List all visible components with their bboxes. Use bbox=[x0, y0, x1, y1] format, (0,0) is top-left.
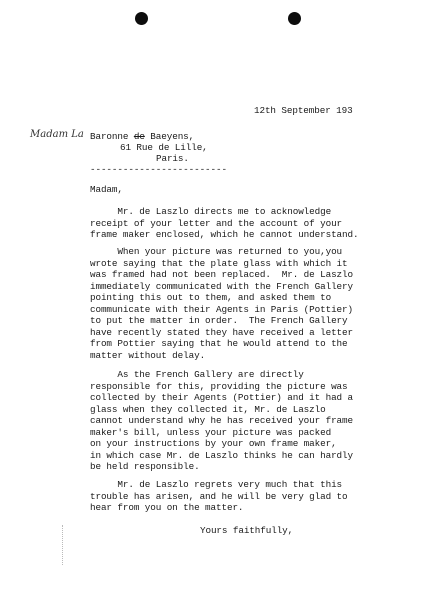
recipient-surname: Baeyens, bbox=[150, 131, 195, 142]
paragraph-line: from Pottier saying that he would attend to the bbox=[90, 338, 348, 349]
punch-hole-left bbox=[135, 12, 148, 25]
paragraph-line: pointing this out to them, and asked them to bbox=[90, 292, 332, 303]
punch-hole-right bbox=[288, 12, 301, 25]
salutation: Madam, bbox=[90, 184, 123, 195]
paragraph-1 bbox=[90, 206, 358, 241]
paragraph-line: matter without delay. bbox=[90, 349, 206, 361]
paragraph-line: Mr. de Laszlo regrets very much that this bbox=[90, 479, 343, 490]
paragraph-line: responsible for this, providing the picture was bbox=[90, 380, 348, 392]
paragraph-line: communicate with their Agents in Paris (Pottier) bbox=[90, 303, 353, 315]
paragraph-line: immediately communicated with the French Gallery bbox=[90, 280, 353, 292]
paragraph-line: collected by their Agents (Pottier) and it had a bbox=[90, 392, 353, 403]
paragraph-line: receipt of your letter and the account of your bbox=[90, 217, 343, 229]
handwritten-margin-note: Madam La bbox=[30, 129, 84, 140]
paragraph-line: maker's bill, unless your picture was packed bbox=[90, 426, 332, 438]
closing: Yours faithfully, bbox=[200, 525, 294, 536]
paragraph-4 bbox=[90, 479, 348, 514]
recipient-title: Baronne bbox=[90, 131, 129, 142]
struck-word: de bbox=[133, 131, 145, 142]
paragraph-line: frame maker enclosed, which he cannot understand. bbox=[90, 229, 359, 240]
paragraph-line: When your picture was returned to you,you bbox=[90, 246, 343, 257]
letter-date: 12th September 193 bbox=[254, 105, 353, 116]
paragraph-line: glass when they collected it, Mr. de Laszlo bbox=[90, 403, 326, 415]
recipient-line-3: Paris. bbox=[156, 153, 189, 164]
paragraph-line: cannot understand why he has received your frame bbox=[90, 415, 353, 426]
paragraph-line: be held responsible. bbox=[90, 461, 200, 472]
recipient-line-1 bbox=[90, 131, 194, 143]
recipient-line-2: 61 Rue de Lille, bbox=[120, 142, 208, 153]
faint-margin-mark bbox=[62, 525, 71, 565]
paragraph-line: trouble has arisen, and he will be very glad to bbox=[90, 490, 348, 502]
paragraph-line: hear from you on the matter. bbox=[90, 502, 244, 513]
paragraph-line: was framed had not been replaced. Mr. de Laszlo bbox=[90, 269, 353, 280]
paragraph-line: on your instructions by your own frame maker, bbox=[90, 438, 337, 449]
address-rule: ------------------------- bbox=[90, 164, 227, 175]
paragraph-line: As the French Gallery are directly bbox=[90, 369, 304, 380]
paragraph-line: Mr. de Laszlo directs me to acknowledge bbox=[90, 206, 332, 217]
paragraph-line: in which case Mr. de Laszlo thinks he can hardly bbox=[90, 449, 353, 461]
paragraph-line: have recently stated they have received a letter bbox=[90, 326, 353, 338]
paragraph-3 bbox=[90, 369, 353, 473]
paragraph-line: to put the matter in order. The French Gallery bbox=[90, 315, 348, 326]
paragraph-line: wrote saying that the plate glass with which it bbox=[90, 257, 348, 269]
paragraph-2 bbox=[90, 246, 353, 361]
